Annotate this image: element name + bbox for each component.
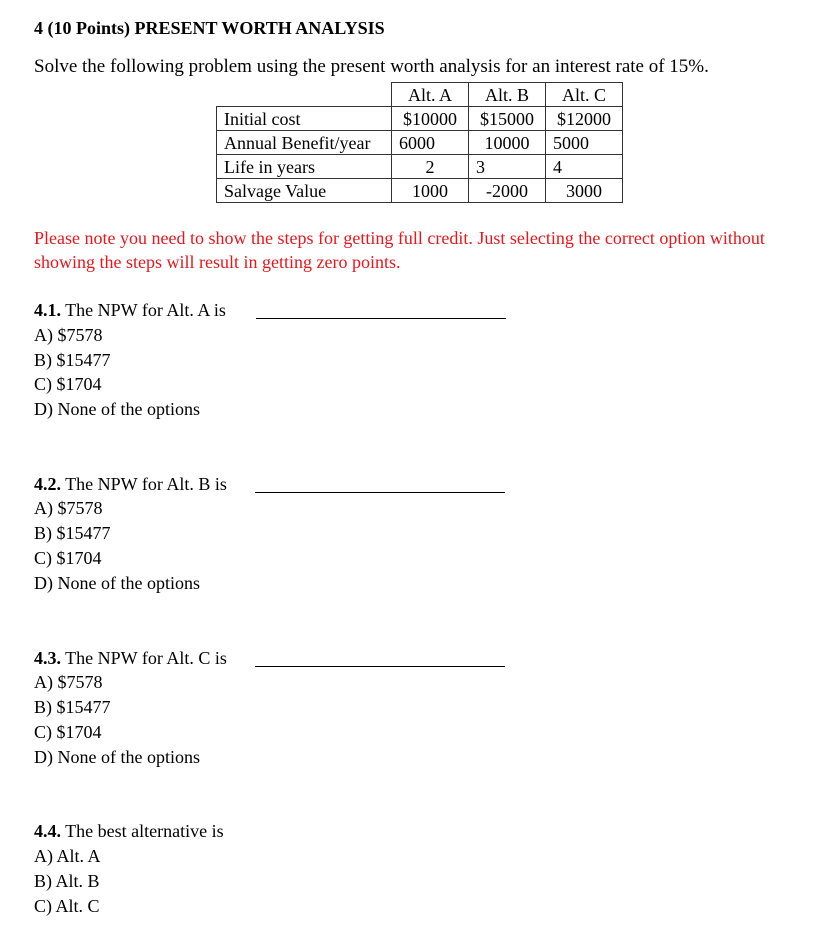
question-4-1	[34, 300, 226, 321]
option-b[interactable]: B) $15477	[34, 523, 111, 543]
option-b[interactable]: B) $15477	[34, 697, 111, 717]
cell-value: $15000	[469, 107, 546, 131]
option-d[interactable]: D) None of the options	[34, 573, 200, 593]
row-label: Salvage Value	[217, 179, 392, 203]
cell-value: -2000	[469, 179, 546, 203]
cell-value: $10000	[392, 107, 469, 131]
problem-intro: Solve the following problem using the present worth analysis for an interest rate of 15%.	[34, 56, 709, 77]
answer-blank-4-1[interactable]	[256, 318, 506, 319]
table-row	[217, 131, 623, 155]
question-4-3	[34, 648, 227, 669]
cell-value: 1000	[392, 179, 469, 203]
option-a[interactable]: A) $7578	[34, 498, 103, 518]
option-c[interactable]: C) $1704	[34, 722, 102, 742]
row-label: Initial cost	[217, 107, 392, 131]
cell-value: 10000	[469, 131, 546, 155]
header-alt-b: Alt. B	[469, 83, 546, 107]
option-b[interactable]: B) Alt. B	[34, 871, 100, 891]
question-4-4	[34, 821, 224, 842]
option-c[interactable]: C) $1704	[34, 548, 102, 568]
question-text: The NPW for Alt. B is	[61, 474, 227, 494]
table-row	[217, 179, 623, 203]
option-a[interactable]: A) $7578	[34, 672, 103, 692]
question-4-2	[34, 474, 227, 495]
cell-value: 3000	[546, 179, 623, 203]
table-row	[217, 155, 623, 179]
question-number: 4.1.	[34, 300, 61, 320]
question-text: The NPW for Alt. A is	[61, 300, 226, 320]
problem-heading: 4 (10 Points) PRESENT WORTH ANALYSIS	[34, 18, 385, 38]
question-text: The best alternative is	[61, 821, 224, 841]
option-c[interactable]: C) $1704	[34, 374, 102, 394]
header-alt-a: Alt. A	[392, 83, 469, 107]
cell-value: 2	[392, 155, 469, 179]
question-number: 4.2.	[34, 474, 61, 494]
row-label: Annual Benefit/year	[217, 131, 392, 155]
answer-blank-4-3[interactable]	[255, 666, 505, 667]
header-alt-c: Alt. C	[546, 83, 623, 107]
table-row	[217, 107, 623, 131]
option-a[interactable]: A) Alt. A	[34, 846, 101, 866]
cell-value: 5000	[546, 131, 623, 155]
question-text: The NPW for Alt. C is	[61, 648, 227, 668]
cell-value: 3	[469, 155, 546, 179]
option-d[interactable]: D) None of the options	[34, 747, 200, 767]
row-label: Life in years	[217, 155, 392, 179]
question-number: 4.4.	[34, 821, 61, 841]
question-number: 4.3.	[34, 648, 61, 668]
cell-value: 6000	[392, 131, 469, 155]
alternatives-table	[216, 82, 623, 203]
option-c[interactable]: C) Alt. C	[34, 896, 100, 916]
option-d[interactable]: D) None of the options	[34, 399, 200, 419]
answer-blank-4-2[interactable]	[255, 492, 505, 493]
credit-note: Please note you need to show the steps for getting full credit. Just selecting the correct option without showing the steps will result in getting zero points.	[34, 228, 765, 272]
table-header-row	[217, 83, 623, 107]
option-b[interactable]: B) $15477	[34, 350, 111, 370]
option-a[interactable]: A) $7578	[34, 325, 103, 345]
table-corner-cell	[217, 83, 392, 107]
cell-value: 4	[546, 155, 623, 179]
cell-value: $12000	[546, 107, 623, 131]
